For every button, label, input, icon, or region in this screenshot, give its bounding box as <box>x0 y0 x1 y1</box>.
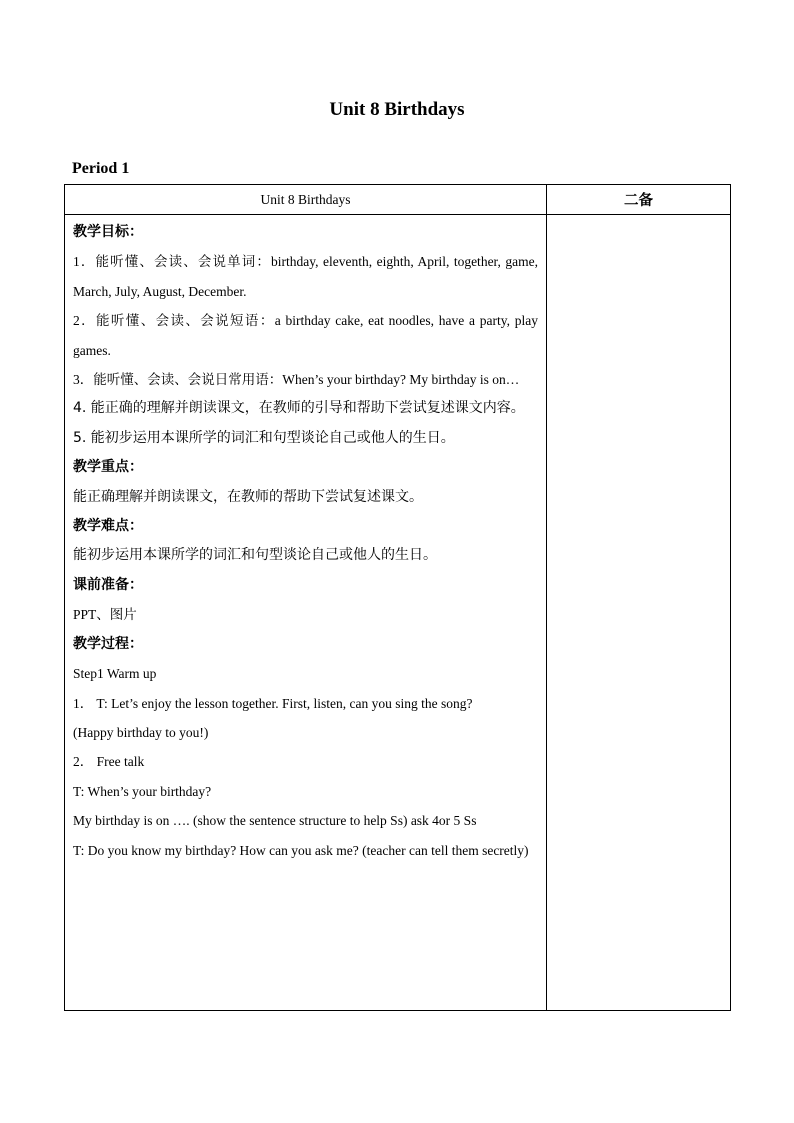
document-title: Unit 8 Birthdays <box>329 99 465 120</box>
table-body-row <box>65 215 731 1011</box>
section-heading: 教学过程： <box>73 635 143 652</box>
lesson-plan-table <box>64 184 731 1011</box>
content-line: T: Do you know my birthday? How can you ask me? (teacher can tell them secretly) <box>73 842 529 858</box>
content-line: 1． T: Let’s enjoy the lesson together. First, listen, can you sing the song? <box>73 695 473 711</box>
content-line: 能初步运用本课所学的词汇和句型谈论自己或他人的生日。 <box>73 547 437 564</box>
section-heading: 教学目标： <box>73 224 143 240</box>
content-line: (Happy birthday to you!) <box>73 724 209 740</box>
content-line: T: When’s your birthday? <box>73 783 212 799</box>
content-line: 2．能听懂、会读、会说短语：a birthday cake, eat noodles, have a party, play games. <box>73 313 538 358</box>
header-unit-cell: Unit 8 Birthdays <box>65 185 547 215</box>
content-line: 1．能听懂、会读、会说单词：birthday, eleventh, eighth, April, together, game, March, July, August, December. <box>73 254 538 299</box>
content-line: 3．能听懂、会读、会说日常用语：When’s your birthday? My birthday is on… <box>73 372 520 388</box>
lesson-content <box>73 218 538 865</box>
content-line: Step1 Warm up <box>73 666 157 682</box>
content-line: 5. 能初步运用本课所学的词汇和句型谈论自己或他人的生日。 <box>73 429 455 446</box>
period-heading: Period 1 <box>72 160 130 177</box>
table-header-row <box>65 185 731 215</box>
header-revision-cell: 二备 <box>547 185 731 215</box>
content-line: 4. 能正确的理解并朗读课文，在教师的引导和帮助下尝试复述课文内容。 <box>73 400 525 417</box>
content-line: PPT、图片 <box>73 607 137 623</box>
lesson-content-cell <box>65 215 547 1011</box>
section-heading: 课前准备： <box>73 576 143 593</box>
content-line: 2． Free talk <box>73 754 145 770</box>
section-heading: 教学难点： <box>73 518 143 535</box>
content-line: 能正确理解并朗读课文，在教师的帮助下尝试复述课文。 <box>73 488 423 505</box>
section-heading: 教学重点： <box>73 459 143 476</box>
content-line: My birthday is on …. (show the sentence structure to help Ss) ask 4or 5 Ss <box>73 813 477 829</box>
notes-cell <box>547 215 731 1011</box>
